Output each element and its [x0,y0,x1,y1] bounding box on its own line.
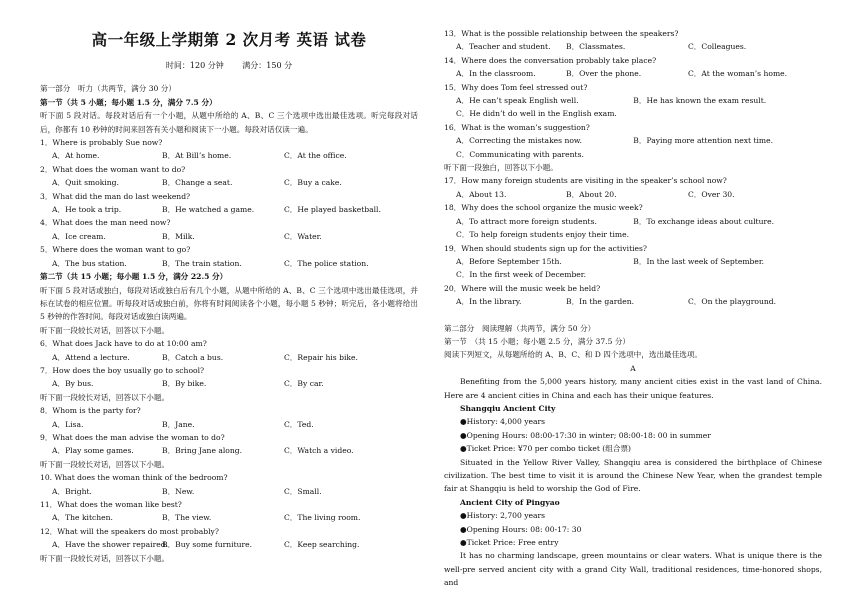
option-c: C．He didn’t do well in the English exam. [456,109,617,119]
passage-intro: Benefiting from the 5,000 years history, many ancient cities exist in the vast land of China. Here are 4 ancient cities in China and each has their unique features. [444,377,822,400]
city-description: Situated in the Yellow River Valley, Shangqiu area is considered the birthplace of Chinese civilization. The best time to visit it is around the Chinese New Year, when the grandest temple fair at Shangqiu is held to worship the God of Fire. [444,457,822,494]
question-stem: 1．Where is probably Sue now? [40,138,163,148]
city-hours: ●Opening Hours: 08:00-17:30 in winter; 08:00-18: 00 in summer [460,430,711,440]
question-options [40,418,418,431]
question-options [444,228,822,241]
option-b: B．He watched a game. [162,205,255,215]
question-stem: 16．What is the woman’s suggestion? [444,122,590,132]
question-options [40,257,418,270]
option-b: B．Over the phone. [566,69,642,79]
listening-cue: 听下面一段较长对话，回答以下小题。 [40,459,170,469]
question-options [444,295,822,308]
question-options [444,148,822,161]
city-hours: ●Opening Hours: 08: 00-17: 30 [460,524,582,534]
question-options [40,538,418,551]
option-c: C．Keep searching. [284,540,360,550]
question [444,174,822,201]
city-name: Shangqiu Ancient City [460,403,556,413]
part1-heading: 第一部分 听力（共两节，满分 30 分） [40,84,176,94]
question-stem: 9．What does the man advise the woman to do? [40,432,225,442]
option-c: C．Water. [284,231,322,241]
question-stem: 15．Why does Tom feel stressed out? [444,82,588,92]
question [444,27,822,54]
city-name: Ancient City of Pingyao [460,497,560,507]
option-c: C．In the first week of December. [456,270,587,280]
option-a: A．Quit smoking. [52,178,119,188]
option-b: B．In the last week of September. [633,256,765,266]
question-options [40,230,418,243]
question-options [444,134,822,147]
left-column [40,0,418,565]
option-b: B．Buy some furniture. [162,540,253,550]
question [40,364,418,391]
listening-cue: 听下面一段较长对话，回答以下小题。 [40,392,170,402]
question-stem: 20．Where will the music week be held? [444,283,601,293]
option-c: C．To help foreign students enjoy their time. [456,230,630,240]
option-b: B．New. [162,486,195,496]
question-options [40,203,418,216]
right-column [444,27,822,590]
option-a: A．To attract more foreign students. [456,216,597,226]
question-stem: 13．What is the possible relationship between the speakers? [444,29,679,38]
option-a: A．In the classroom. [456,69,536,79]
question-stem: 12．What will the speakers do most probably? [40,526,219,536]
listening-cue: 听下面一段较长对话，回答以下小题。 [40,553,170,563]
question-stem: 8．Whom is the party for? [40,406,141,416]
question-options [40,176,418,189]
option-b: B．By bike. [162,379,207,389]
question-options [40,377,418,390]
part2-heading: 第二部分 阅读理解（共两节，满分 50 分） [444,323,596,333]
question [40,525,418,552]
question [40,404,418,431]
option-a: A．Bright. [52,486,92,496]
question-stem: 2．What does the woman want to do? [40,164,186,174]
option-a: A．He took a trip. [52,205,122,215]
question-stem: 19．When should students sign up for the activities? [444,243,648,253]
option-c: C．At the office. [284,151,347,161]
question [40,216,418,243]
question [444,121,822,161]
question-options [444,107,822,120]
part2-section1-heading: 第一节 （共 15 小题；每小题 2.5 分，满分 37.5 分） [444,336,631,346]
option-a: A．In the library. [456,297,522,307]
question-stem: 11．What does the woman like best? [40,500,182,509]
exam-meta [40,59,418,72]
part1-section2-directions: 听下面 5 段对话或独白，每段对话或独白后有几个小题，从题中所给的 A、B、C 三个选项中选出最佳选项，并标在试卷的相应位置。听每段对话或独白前，你将有时间阅读各个小题，每小题 5 秒钟；听完后，各小题将给出 5 秒钟的作答时间。每段对话或独白读两遍。 [40,285,418,322]
question [40,471,418,498]
option-a: A．Before September 15th. [456,256,562,266]
city-ticket: ●Ticket Price: Free entry [460,538,559,548]
option-b: B．Catch a bus. [162,352,224,362]
question-options [444,255,822,268]
option-a: A．He can’t speak English well. [456,96,579,106]
question-options [40,485,418,498]
question-options [444,215,822,228]
question-options [444,94,822,107]
question-stem: 14．Where does the conversation probably take place? [444,55,657,65]
question [40,337,418,364]
question-stem: 10. What does the woman think of the bedroom? [40,473,228,483]
question [40,190,418,217]
option-c: C．The police station. [284,258,369,268]
question-options [40,511,418,524]
part1-section1-heading: 第一节（共 5 小题；每小题 1.5 分，满分 7.5 分） [40,97,217,107]
option-a: A．Teacher and student. [456,42,551,52]
question [444,282,822,309]
option-a: A．Play some games. [52,446,134,456]
listening-cue: 听下面一段较长对话，回答以下小题。 [40,325,170,335]
option-a: A．Ice cream. [52,231,106,241]
city-history: ●History: 4,000 years [460,417,546,427]
city-history: ●History: 2,700 years [460,511,546,521]
option-c: C．He played basketball. [284,205,381,215]
question [40,431,418,458]
option-c: C．The living room. [284,513,361,523]
option-b: B．Change a seat. [162,178,233,188]
option-a: A．Lisa. [52,419,84,429]
question [40,243,418,270]
question-options [40,444,418,457]
listening-cue: 听下面一段独白，回答以下小题。 [444,163,558,173]
option-c: C．Small. [284,486,322,496]
option-b: B．To exchange ideas about culture. [633,216,775,226]
question-stem: 4．What does the man need now? [40,218,171,228]
question-stem: 18．Why does the school organize the music week? [444,203,643,213]
option-b: B．He has known the exam result. [633,96,767,106]
question [444,242,822,282]
city-ticket: ●Ticket Price: ¥70 per combo ticket (组合票) [460,444,631,454]
option-a: A．At home. [52,151,100,161]
option-c: C．Repair his bike. [284,352,358,362]
option-b: B．About 20. [566,189,617,199]
question [444,54,822,81]
option-c: C．On the playground. [688,297,777,307]
question-stem: 17．How many foreign students are visiting in the speaker’s school now? [444,176,727,186]
question [444,201,822,241]
option-b: B．Classmates. [566,42,626,52]
question-stem: 6．What does Jack have to do at 10:00 am? [40,339,207,349]
question [40,163,418,190]
question [40,136,418,163]
option-a: A．Correcting the mistakes now. [456,136,582,146]
question-stem: 7．How does the boy usually go to school? [40,365,205,375]
option-c: C．By car. [284,379,324,389]
option-c: C．Buy a cake. [284,178,342,188]
option-a: A．The bus station. [52,258,127,268]
question-stem: 3．What did the man do last weekend? [40,191,191,201]
option-c: C．Ted. [284,419,314,429]
question-options [40,351,418,364]
option-b: B．In the garden. [566,297,635,307]
option-a: A．About 13. [456,189,507,199]
option-c: C．At the woman’s home. [688,69,788,79]
part2-directions: 阅读下列短文，从每题所给的 A、B、C、和 D 四个选项中，选出最佳选项。 [444,350,703,360]
question [444,81,822,121]
option-b: B．Paying more attention next time. [633,136,774,146]
passage-label: A [630,363,636,373]
option-b: B．Bring Jane along. [162,446,243,456]
question-options [444,40,822,53]
question-options [444,67,822,80]
option-b: B．Milk. [162,231,195,241]
question-options [40,149,418,162]
question-options [444,268,822,281]
option-b: B．The view. [162,513,212,523]
option-b: B．At Bill’s home. [162,151,232,161]
question-options [444,188,822,201]
option-b: B．Jane. [162,419,195,429]
part1-section1-directions: 听下面 5 段对话。每段对话后有一个小题，从题中所给的 A、B、C 三个选项中选出最佳选项。听完每段对话后，你都有 10 秒钟的时间来回答有关小题和阅读下一小题。每段对话仅读一遍。 [40,111,418,134]
question [40,498,418,525]
option-a: A．By bus. [52,379,94,389]
city-description: It has no charming landscape, green mountains or clear waters. What is unique there is the well-pre served ancient city with a grand City Wall, traditional residences, time-honored shops, and [444,551,822,588]
option-c: C．Colleagues. [688,42,747,52]
option-a: A．Have the shower repaired. [52,540,169,550]
exam-time: 时间：120 分钟 [165,61,224,70]
option-c: C．Watch a video. [284,446,354,456]
exam-title: 高一年级上学期第 2 次月考 英语 试卷 [91,30,367,49]
option-b: B．The train station. [162,258,242,268]
option-c: C．Communicating with parents. [456,149,584,159]
question-stem: 5．Where does the woman want to go? [40,245,191,255]
exam-score: 满分：150 分 [242,61,293,70]
option-c: C．Over 30. [688,189,735,199]
part1-section2-heading: 第二节（共 15 小题；每小题 1.5 分，满分 22.5 分） [40,272,228,282]
option-a: A．Attend a lecture. [52,352,130,362]
option-a: A．The kitchen. [52,513,113,523]
